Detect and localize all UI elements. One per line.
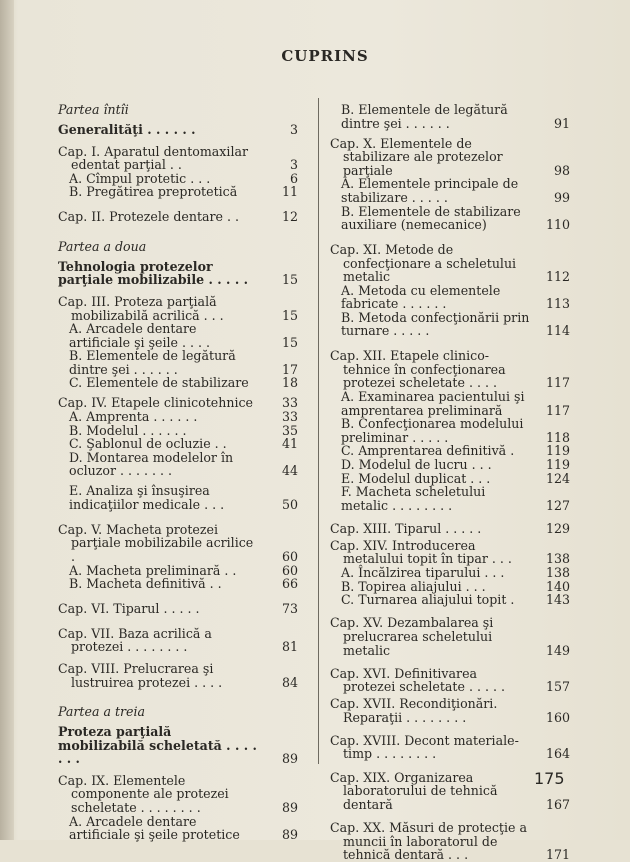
toc-page-number: 98 [553, 162, 570, 178]
toc-entry-title: C. Şablonul de ocluzie . . [69, 436, 227, 452]
toc-left-column [58, 103, 298, 842]
toc-entry [58, 725, 298, 766]
toc-entry-title: Cap. XIV. Introducerea metalului topit în tipar . . . [330, 537, 512, 567]
toc-entry [330, 284, 570, 311]
toc-entry [58, 410, 298, 424]
toc-entry [58, 376, 298, 390]
toc-page-number: 140 [545, 578, 570, 594]
toc-page-number: 119 [545, 457, 570, 473]
toc-page-number: 33 [281, 409, 298, 425]
toc-entry-title: C. Amprentarea definitivă . [341, 443, 515, 459]
toc-entry [330, 137, 570, 178]
toc-entry-title: Cap. XIII. Tiparul . . . . . [330, 520, 482, 536]
toc-page-number: 73 [281, 600, 298, 616]
toc-page-number: 164 [545, 746, 570, 762]
toc-page-number: 15 [281, 334, 298, 350]
toc-page-number: 89 [281, 800, 298, 816]
toc-entry [330, 593, 570, 607]
toc-entry [58, 815, 298, 842]
toc-entry-title: Cap. X. Elementele de stabilizare ale protezelor parţiale [330, 135, 503, 178]
toc-page-number: 143 [545, 592, 570, 608]
toc-page-number: 84 [281, 674, 298, 690]
toc-entry-title: Partea a doua [58, 238, 147, 254]
toc-entry-title: Proteza parţială mobilizabilă scheletată . . . . . . . [58, 724, 257, 767]
toc-entry [58, 295, 298, 322]
toc-entry [58, 145, 298, 172]
toc-entry-title: Cap. XVII. Recondiţionări. Reparaţii . . . . . . . . [330, 696, 498, 725]
toc-page-number: 149 [545, 642, 570, 658]
toc-entry [330, 667, 570, 694]
toc-entry-title: B. Metoda confecţionării prin turnare . . . . . [341, 309, 530, 339]
toc-entry [58, 396, 298, 410]
toc-page-number: 18 [281, 375, 298, 391]
toc-page-number: 118 [545, 429, 570, 445]
toc-entry [330, 522, 570, 536]
toc-entry [330, 566, 570, 580]
toc-page-number: 41 [281, 436, 298, 452]
toc-entry [330, 390, 570, 417]
toc-entry [330, 103, 570, 130]
toc-page-number: 35 [281, 422, 298, 438]
toc-entry-title: Cap. XX. Măsuri de protecţie a muncii în laboratorul de tehnică dentară . . . [330, 820, 527, 862]
toc-entry [58, 424, 298, 438]
toc-entry [330, 177, 570, 204]
toc-entry-title: Cap. XVI. Definitivarea protezei scheletate . . . . . [330, 665, 505, 695]
toc-entry [58, 240, 298, 254]
toc-page-number: 60 [281, 548, 298, 564]
toc-entry-title: F. Macheta scheletului metalic . . . . . . . . [341, 484, 486, 513]
toc-entry [330, 485, 570, 512]
toc-entry-title: A. Elementele principale de stabilizare . . . . . [341, 176, 519, 205]
toc-page-number: 89 [281, 751, 298, 767]
toc-entry [330, 349, 570, 390]
toc-page-number: 157 [545, 679, 570, 695]
toc-entry-title: Cap. XI. Metode de confecţionare a scheletului metalic [330, 241, 517, 285]
toc-entry [58, 662, 298, 689]
toc-entry [58, 451, 298, 478]
toc-page-number: 129 [545, 520, 570, 536]
toc-entry-title: Tehnologia protezelor parţiale mobilizabile . . . . . [58, 258, 248, 288]
toc-entry [330, 697, 570, 724]
toc-entry [58, 774, 298, 815]
toc-page-number: 33 [281, 395, 298, 411]
toc-entry-title: B. Macheta definitivă . . [69, 576, 222, 592]
toc-entry [330, 311, 570, 338]
toc-entry-title: Cap. I. Aparatul dentomaxilar edentat parţial . . [58, 143, 248, 173]
page-spine-shadow [0, 0, 14, 840]
toc-page-number: 124 [545, 470, 570, 486]
toc-entry [330, 821, 570, 862]
toc-entry [58, 123, 298, 137]
toc-entry-title: Cap. II. Protezele dentare . . [58, 209, 240, 225]
toc-page-number: 138 [545, 564, 570, 580]
toc-entry [330, 580, 570, 594]
toc-entry [330, 205, 570, 232]
toc-entry-title: E. Modelul duplicat . . . [341, 470, 491, 486]
toc-entry [330, 243, 570, 284]
toc-entry-title: Generalităţi . . . . . . [58, 121, 196, 137]
toc-entry-title: Cap. VII. Baza acrilică a protezei . . . . . . . . [58, 625, 212, 655]
toc-entry-title: Partea întîi [58, 102, 129, 117]
toc-entry-title: Cap. III. Proteza parţială mobilizabilă acrilică . . . [58, 293, 224, 323]
toc-page-number: 113 [545, 296, 570, 312]
toc-entry-title: A. Amprenta . . . . . . [69, 409, 198, 425]
toc-entry-title: A. Examinarea pacientului şi amprentarea preliminară [341, 389, 525, 418]
toc-entry [58, 484, 298, 511]
toc-entry-title: C. Turnarea aliajului topit . [341, 592, 515, 608]
toc-entry [330, 472, 570, 486]
toc-page-number: 127 [545, 497, 570, 513]
toc-entry-title: A. Arcadele dentare artificiale şi şeile . . . . [69, 321, 211, 350]
toc-entry [58, 564, 298, 578]
toc-page-number: 138 [545, 551, 570, 567]
toc-page-number: 119 [545, 443, 570, 459]
toc-entry [58, 602, 298, 616]
toc-page-number: 167 [545, 796, 570, 812]
toc-entry [58, 172, 298, 186]
toc-page-number: 66 [281, 576, 298, 592]
toc-entry [330, 734, 570, 761]
toc-entry-title: Cap. VIII. Prelucrarea şi lustruirea protezei . . . . [58, 660, 223, 690]
toc-page-number: 15 [281, 307, 298, 323]
toc-entry-title: B. Modelul . . . . . . [69, 422, 187, 438]
toc-page-number: 50 [281, 497, 298, 512]
toc-page-number: 91 [553, 115, 570, 131]
toc-entry-title: A. Metoda cu elementele fabricate . . . . . . [341, 282, 501, 312]
toc-entry-title: E. Analiza şi însuşirea indicaţiilor medicale . . . [69, 483, 225, 512]
toc-page-number: 110 [545, 217, 570, 233]
toc-entry [58, 349, 298, 376]
toc-entry [58, 185, 298, 199]
toc-entry [58, 437, 298, 451]
toc-page-number: 117 [545, 402, 570, 418]
toc-entry [58, 103, 298, 117]
toc-entry [58, 577, 298, 591]
toc-page-number: 114 [545, 323, 570, 339]
toc-entry-title: A. Încălzirea tiparului . . . [341, 564, 505, 580]
toc-entry [330, 444, 570, 458]
toc-entry [330, 539, 570, 566]
toc-entry-title: D. Modelul de lucru . . . [341, 457, 492, 473]
toc-entry [58, 705, 298, 719]
toc-page-number: 89 [281, 827, 298, 843]
toc-entry-title: A. Cîmpul protetic . . . [69, 170, 211, 186]
toc-entry [330, 458, 570, 472]
toc-entry-title: B. Pregătirea preprotetică [69, 184, 238, 200]
toc-page-number: 171 [545, 847, 570, 862]
toc-entry-title: Cap. IX. Elementele componente ale protezei scheletate . . . . . . . . [58, 772, 229, 816]
toc-entry-title: Cap. XII. Etapele clinico-tehnice în confecţionarea protezei scheletate . . . . [330, 348, 506, 391]
toc-entry [58, 210, 298, 224]
toc-page-number: 117 [545, 375, 570, 391]
toc-page-number: 81 [281, 639, 298, 655]
toc-entry-title: Cap. IV. Etapele clinicotehnice [58, 395, 253, 411]
toc-entry-title: D. Montarea modelelor în ocluzor . . . . . . . [69, 449, 234, 479]
toc-entry-title: B. Topirea aliajului . . . [341, 578, 486, 594]
toc-entry-title: Cap. V. Macheta protezei parţiale mobilizabile acrilice . [58, 521, 254, 564]
page-number: 175 [534, 769, 565, 788]
toc-entry [58, 627, 298, 654]
toc-entry-title: B. Elementele de legătură dintre şei . . . . . . [69, 348, 236, 377]
toc-page-number: 112 [545, 269, 570, 285]
toc-entry [58, 260, 298, 287]
toc-entry-title: Cap. XIX. Organizarea laboratorului de tehnică dentară [330, 769, 498, 812]
toc-page-number: 12 [281, 209, 298, 225]
toc-page-number: 99 [553, 189, 570, 205]
toc-page-number: 44 [281, 463, 298, 479]
toc-entry [330, 417, 570, 444]
toc-entry [330, 616, 570, 657]
toc-page-number: 6 [289, 170, 298, 186]
toc-page-number: 11 [281, 184, 298, 200]
toc-entry-title: Cap. XV. Dezambalarea şi prelucrarea scheletului metalic [330, 615, 494, 658]
toc-entry-title: Cap. XVIII. Decont materiale-timp . . . . . . . . [330, 732, 519, 762]
toc-page-number: 3 [289, 121, 298, 137]
toc-entry-title: B. Elementele de legătură dintre şei . . . . . . [341, 102, 508, 131]
toc-entry-title: Cap. VI. Tiparul . . . . . [58, 600, 200, 616]
toc-page-number: 3 [289, 157, 298, 173]
toc-entry-title: A. Macheta preliminară . . [69, 562, 237, 578]
toc-page-number: 160 [545, 709, 570, 725]
toc-entry [58, 322, 298, 349]
toc-page-number: 60 [281, 562, 298, 578]
toc-entry-title: Partea a treia [58, 704, 146, 720]
page-title: CUPRINS [281, 47, 369, 65]
toc-entry-title: B. Confecţionarea modelului preliminar . . . . . [341, 416, 524, 445]
toc-page-number: 15 [281, 272, 298, 288]
toc-entry-title: C. Elementele de stabilizare [69, 375, 249, 391]
toc-right-column [330, 103, 570, 862]
toc-entry-title: B. Elementele de stabilizare auxiliare (nemecanice) [341, 203, 521, 233]
column-divider [318, 98, 319, 764]
toc-entry-title: A. Arcadele dentare artificiale şi şeile protetice [69, 813, 240, 843]
toc-page-number: 17 [281, 361, 298, 377]
toc-entry [58, 523, 298, 564]
